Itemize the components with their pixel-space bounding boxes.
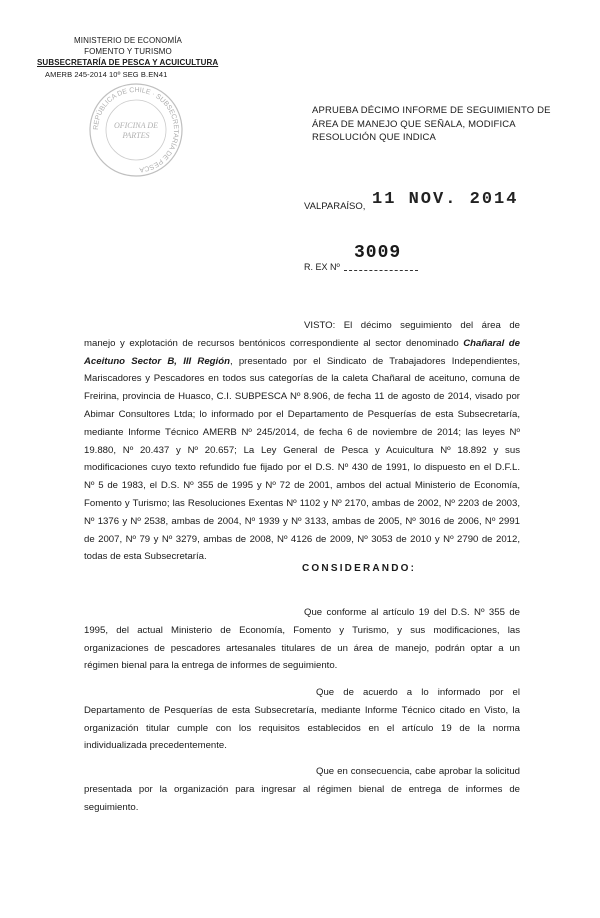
paragraph-line: seguimiento. [84, 801, 139, 813]
stamp-inner-line-1: OFICINA DE [113, 121, 159, 130]
stamp-seal-icon [86, 80, 186, 180]
stamp-inner-line-2: PARTES [122, 131, 150, 140]
header-subsecretaria: SUBSECRETARÍA DE PESCA Y ACUICULTURA [37, 58, 219, 67]
paragraph-line: 1995, del actual Ministerio de Economía, Fomento y Turismo, y sus modificaciones, las [84, 624, 520, 636]
paragraph-line: VISTO: El décimo seguimiento del área de [304, 320, 520, 331]
paragraph-line: mediante Informe Técnico AMERB Nº 245/2014, de fecha 6 de noviembre de 2014; las leyes Nº [84, 426, 520, 438]
place-name-italic: Chañaral de [463, 337, 521, 349]
title-line: ÁREA DE MANEJO QUE SEÑALA, MODIFICA [312, 118, 516, 130]
paragraph-line: Que conforme al artículo 19 del D.S. Nº 355 de [304, 607, 520, 618]
paragraph-line: 19.880, Nº 20.437 y Nº 20.657; La Ley General de Pesca y Acuicultura Nº 18.892 y sus [84, 444, 520, 456]
considerando-heading: CONSIDERANDO: [302, 563, 417, 574]
place: VALPARAÍSO, [304, 201, 366, 212]
paragraph-line: Mariscadores y Pescadores en todos sus categorías de la caleta Chañaral de aceituno, comuna de [84, 373, 520, 385]
date-stamp: 11 NOV. 2014 [372, 190, 519, 209]
paragraph-line: organización titular cumple con los requisitos establecidos en el artículo 19 de la norma [84, 722, 520, 734]
paragraph-line: manejo y explotación de recursos bentónicos correspondiente al sector denominado Chañaral de [84, 337, 521, 349]
stamp-ring-text: REPÚBLICA DE CHILE · SUBSECRETARÍA DE PESCA [92, 86, 180, 173]
paragraph-line: Nº 1376 y Nº 2538, ambas de 2004, Nº 1939 y Nº 3133, ambas de 2005, Nº 3016 de 2006, Nº 2991 [84, 515, 520, 527]
header-reference: AMERB 245-2014 10º SEG B.EN41 [45, 70, 168, 79]
paragraph-line: Abimar Consultores Ltda; lo informado por el Departamento de Pesquerías de esta Subsecretaría, [84, 408, 520, 420]
title-line: RESOLUCIÓN QUE INDICA [312, 132, 437, 143]
header-fomento: FOMENTO Y TURISMO [84, 47, 172, 56]
considerando-paragraph-1 [84, 604, 520, 675]
considerando-paragraph-2 [84, 684, 520, 755]
paragraph-line: modificaciones cuyo texto refundido fue fijado por el D.S. Nº 430 de 1991, lo dispuesto en el D.F.L. [84, 462, 520, 474]
considerando-paragraph-3 [84, 763, 520, 816]
paragraph-line: Freirina, provincia de Huasco, C.I. SUBPESCA Nº 8.906, de fecha 11 de agosto de 2014, visado por [84, 391, 520, 403]
place-name-italic: Aceituno Sector B, III Región [84, 355, 230, 367]
visto-paragraph [84, 317, 520, 566]
resolution-number-line [344, 270, 418, 271]
paragraph-line: Nº 5 de 1983, el D.S. Nº 355 de 1995 y Nº 72 de 2001, ambos del actual Ministerio de Economía, [84, 480, 520, 492]
resolution-number: 3009 [354, 243, 402, 263]
paragraph-line: todas de esta Subsecretaría. [84, 551, 207, 563]
paragraph-line: régimen bienal para la entrega de informes de seguimiento. [84, 660, 338, 672]
title-line: APRUEBA DÉCIMO INFORME DE SEGUIMIENTO DE [312, 105, 551, 116]
paragraph-line: presentada por la organización para ingresar al régimen bienal de entrega de informes de [84, 783, 520, 795]
header-ministry: MINISTERIO DE ECONOMÍA [74, 36, 182, 45]
paragraph-line: Que de acuerdo a lo informado por el [316, 687, 520, 698]
paragraph-line: de 2007, Nº 79 y Nº 3279, ambas de 2008, Nº 4126 de 2009, Nº 3053 de 2010 y Nº 2790 de 2012, [84, 533, 520, 545]
paragraph-line: Fomento y Turismo; las Resoluciones Exentas Nº 1102 y Nº 2170, ambas de 2002, Nº 2203 de 2003, [84, 497, 520, 509]
paragraph-line: Aceituno Sector B, III Región, presentado por el Sindicato de Trabajadores Independientes, [84, 355, 520, 367]
resolution-label: R. EX Nº [304, 262, 340, 272]
paragraph-line: organizaciones de pescadores artesanales titulares de un área de manejo, podrán optar a un [84, 642, 520, 654]
paragraph-line: individualizada precedentemente. [84, 740, 227, 752]
paragraph-line: Departamento de Pesquerías de esta Subsecretaría, mediante Informe Técnico citado en Visto, la [84, 704, 520, 716]
paragraph-line: Que en consecuencia, cabe aprobar la solicitud [316, 766, 520, 777]
office-stamp [86, 80, 186, 180]
resolution-title [312, 104, 551, 145]
